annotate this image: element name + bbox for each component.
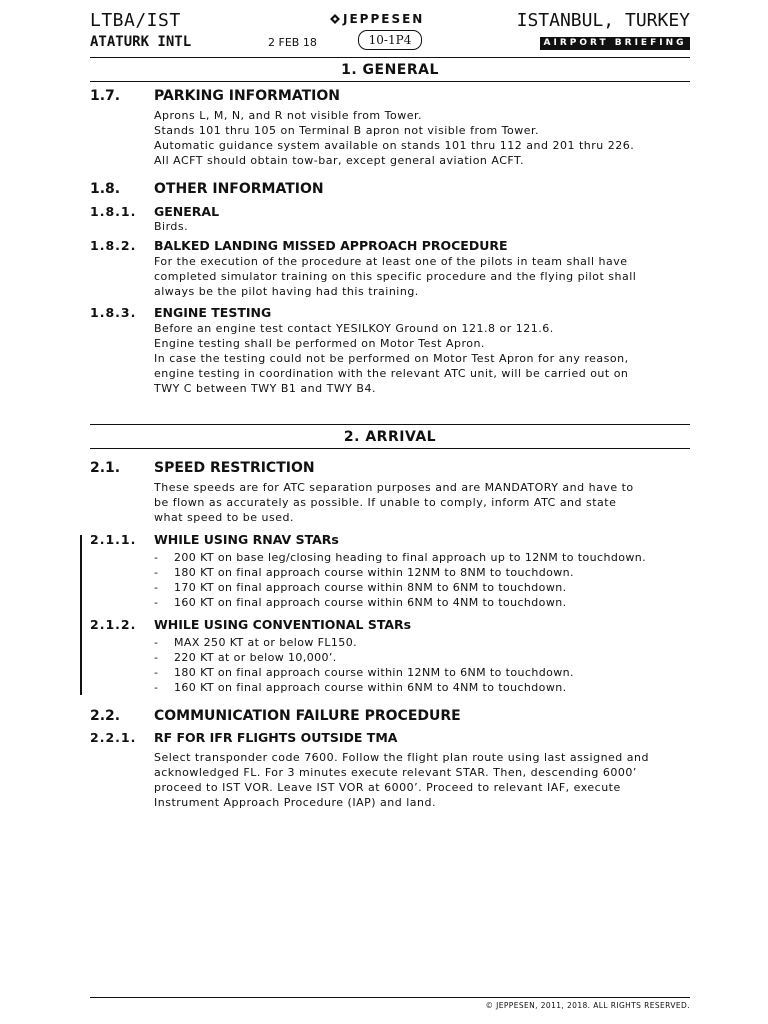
chart-type-badge: AIRPORT BRIEFING xyxy=(540,37,690,50)
jeppesen-logo-icon xyxy=(330,14,340,24)
heading-other-information xyxy=(90,181,324,197)
subheading-number: 2.1.2. xyxy=(90,617,137,632)
heading-speed-restriction xyxy=(90,460,315,476)
text-line: completed simulator training on this specific procedure and the flying pilot shall xyxy=(154,270,637,283)
text-line: Engine testing shall be performed on Motor Test Apron. xyxy=(154,337,485,350)
list-item-text: 180 KT on final approach course within 12NM to 6NM to touchdown. xyxy=(174,666,574,679)
heading-number: 2.1. xyxy=(90,460,121,476)
list-item-text: MAX 250 KT at or below FL150. xyxy=(174,636,357,649)
text-line: These speeds are for ATC separation purposes and are MANDATORY and have to xyxy=(154,481,634,494)
text-line: engine testing in coordination with the relevant ATC unit, will be carried out on xyxy=(154,367,629,380)
list-item-text: 220 KT at or below 10,000’. xyxy=(174,651,337,664)
subheading-text: WHILE USING CONVENTIONAL STARs xyxy=(154,617,412,632)
list-item: - 160 KT on final approach course within 6NM to 4NM to touchdown. xyxy=(154,681,567,694)
text-line: acknowledged FL. For 3 minutes execute relevant STAR. Then, descending 6000’ xyxy=(154,766,637,779)
airport-name: ATATURK INTL xyxy=(90,34,192,50)
list-item: - 200 KT on base leg/closing heading to final approach up to 12NM to touchdown. xyxy=(154,551,646,564)
text-line: Birds. xyxy=(154,220,189,233)
effective-date: 2 FEB 18 xyxy=(268,36,317,49)
parking-information-text xyxy=(154,108,694,168)
section-divider xyxy=(90,448,690,449)
list-item: - 180 KT on final approach course within 12NM to 6NM to touchdown. xyxy=(154,666,574,679)
text-line: In case the testing could not be performed on Motor Test Apron for any reason, xyxy=(154,352,629,365)
heading-text: OTHER INFORMATION xyxy=(154,181,324,197)
subheading-number: 1.8.1. xyxy=(90,204,137,219)
heading-communication-failure xyxy=(90,708,461,724)
header-divider xyxy=(90,57,690,58)
revision-change-bar xyxy=(80,535,82,695)
subheading-text: WHILE USING RNAV STARs xyxy=(154,532,339,547)
section-title-general: 1. GENERAL xyxy=(341,62,439,78)
subheading-engine-testing xyxy=(90,305,271,320)
subheading-general xyxy=(90,204,219,219)
section-divider xyxy=(90,424,690,425)
list-item-text: 180 KT on final approach course within 12NM to 8NM to touchdown. xyxy=(174,566,574,579)
section-title-arrival: 2. ARRIVAL xyxy=(343,429,437,445)
subheading-balked-landing xyxy=(90,238,508,253)
heading-number: 1.8. xyxy=(90,181,121,197)
subheading-number: 2.1.1. xyxy=(90,532,137,547)
subheading-text: GENERAL xyxy=(154,204,220,219)
text-line: Select transponder code 7600. Follow the flight plan route using last assigned and xyxy=(154,751,649,764)
list-item: - MAX 250 KT at or below FL150. xyxy=(154,636,357,649)
subheading-text: ENGINE TESTING xyxy=(154,305,272,320)
balked-landing-text xyxy=(154,254,694,299)
subheading-text: RF FOR IFR FLIGHTS OUTSIDE TMA xyxy=(154,730,398,745)
heading-parking-information xyxy=(90,88,340,104)
airport-location: ISTANBUL, TURKEY xyxy=(516,10,690,31)
list-item: - 170 KT on final approach course within 8NM to 6NM to touchdown. xyxy=(154,581,567,594)
publisher-logo xyxy=(330,12,424,26)
subheading-number: 2.2.1. xyxy=(90,730,137,745)
list-item-text: 170 KT on final approach course within 8NM to 6NM to touchdown. xyxy=(174,581,567,594)
subheading-number: 1.8.2. xyxy=(90,238,137,253)
subheading-rf-ifr-outside-tma xyxy=(90,730,397,745)
text-line: proceed to IST VOR. Leave IST VOR at 6000’. Proceed to relevant IAF, execute xyxy=(154,781,621,794)
subheading-conventional-stars xyxy=(90,617,411,632)
engine-testing-text xyxy=(154,321,694,396)
heading-text: SPEED RESTRICTION xyxy=(154,460,315,476)
heading-number: 2.2. xyxy=(90,708,121,724)
text-line: always be the pilot having had this training. xyxy=(154,285,419,298)
text-line: Automatic guidance system available on stands 101 thru 112 and 201 thru 226. xyxy=(154,139,635,152)
subheading-number: 1.8.3. xyxy=(90,305,137,320)
text-line: Instrument Approach Procedure (IAP) and land. xyxy=(154,796,436,809)
list-item-text: 160 KT on final approach course within 6NM to 4NM to touchdown. xyxy=(174,596,567,609)
heading-text: PARKING INFORMATION xyxy=(154,88,340,104)
heading-text: COMMUNICATION FAILURE PROCEDURE xyxy=(154,708,461,724)
copyright-notice: © JEPPESEN, 2011, 2018. ALL RIGHTS RESERVED. xyxy=(485,1001,690,1010)
list-item: - 160 KT on final approach course within 6NM to 4NM to touchdown. xyxy=(154,596,567,609)
text-line: All ACFT should obtain tow-bar, except general aviation ACFT. xyxy=(154,154,524,167)
airport-id: LTBA/IST xyxy=(90,10,181,31)
subheading-text: BALKED LANDING MISSED APPROACH PROCEDURE xyxy=(154,238,508,253)
publisher-name: JEPPESEN xyxy=(343,12,425,26)
text-line: Aprons L, M, N, and R not visible from Tower. xyxy=(154,109,422,122)
text-line: For the execution of the procedure at least one of the pilots in team shall have xyxy=(154,255,628,268)
speed-restriction-text xyxy=(154,480,694,525)
section-divider xyxy=(90,81,690,82)
text-line: Stands 101 thru 105 on Terminal B apron not visible from Tower. xyxy=(154,124,540,137)
text-line: what speed to be used. xyxy=(154,511,294,524)
heading-number: 1.7. xyxy=(90,88,121,104)
list-item-text: 160 KT on final approach course within 6NM to 4NM to touchdown. xyxy=(174,681,567,694)
text-line: TWY C between TWY B1 and TWY B4. xyxy=(154,382,376,395)
text-line: Before an engine test contact YESILKOY Ground on 121.8 or 121.6. xyxy=(154,322,554,335)
list-item: - 180 KT on final approach course within 12NM to 8NM to touchdown. xyxy=(154,566,574,579)
footer-divider xyxy=(90,997,690,998)
chart-number: 10-1P4 xyxy=(358,30,422,50)
list-item-text: 200 KT on base leg/closing heading to final approach up to 12NM to touchdown. xyxy=(174,551,646,564)
communication-failure-text xyxy=(154,750,694,810)
text-line: be flown as accurately as possible. If unable to comply, inform ATC and state xyxy=(154,496,617,509)
general-text xyxy=(154,219,694,234)
subheading-rnav-stars xyxy=(90,532,339,547)
list-item: - 220 KT at or below 10,000’. xyxy=(154,651,337,664)
